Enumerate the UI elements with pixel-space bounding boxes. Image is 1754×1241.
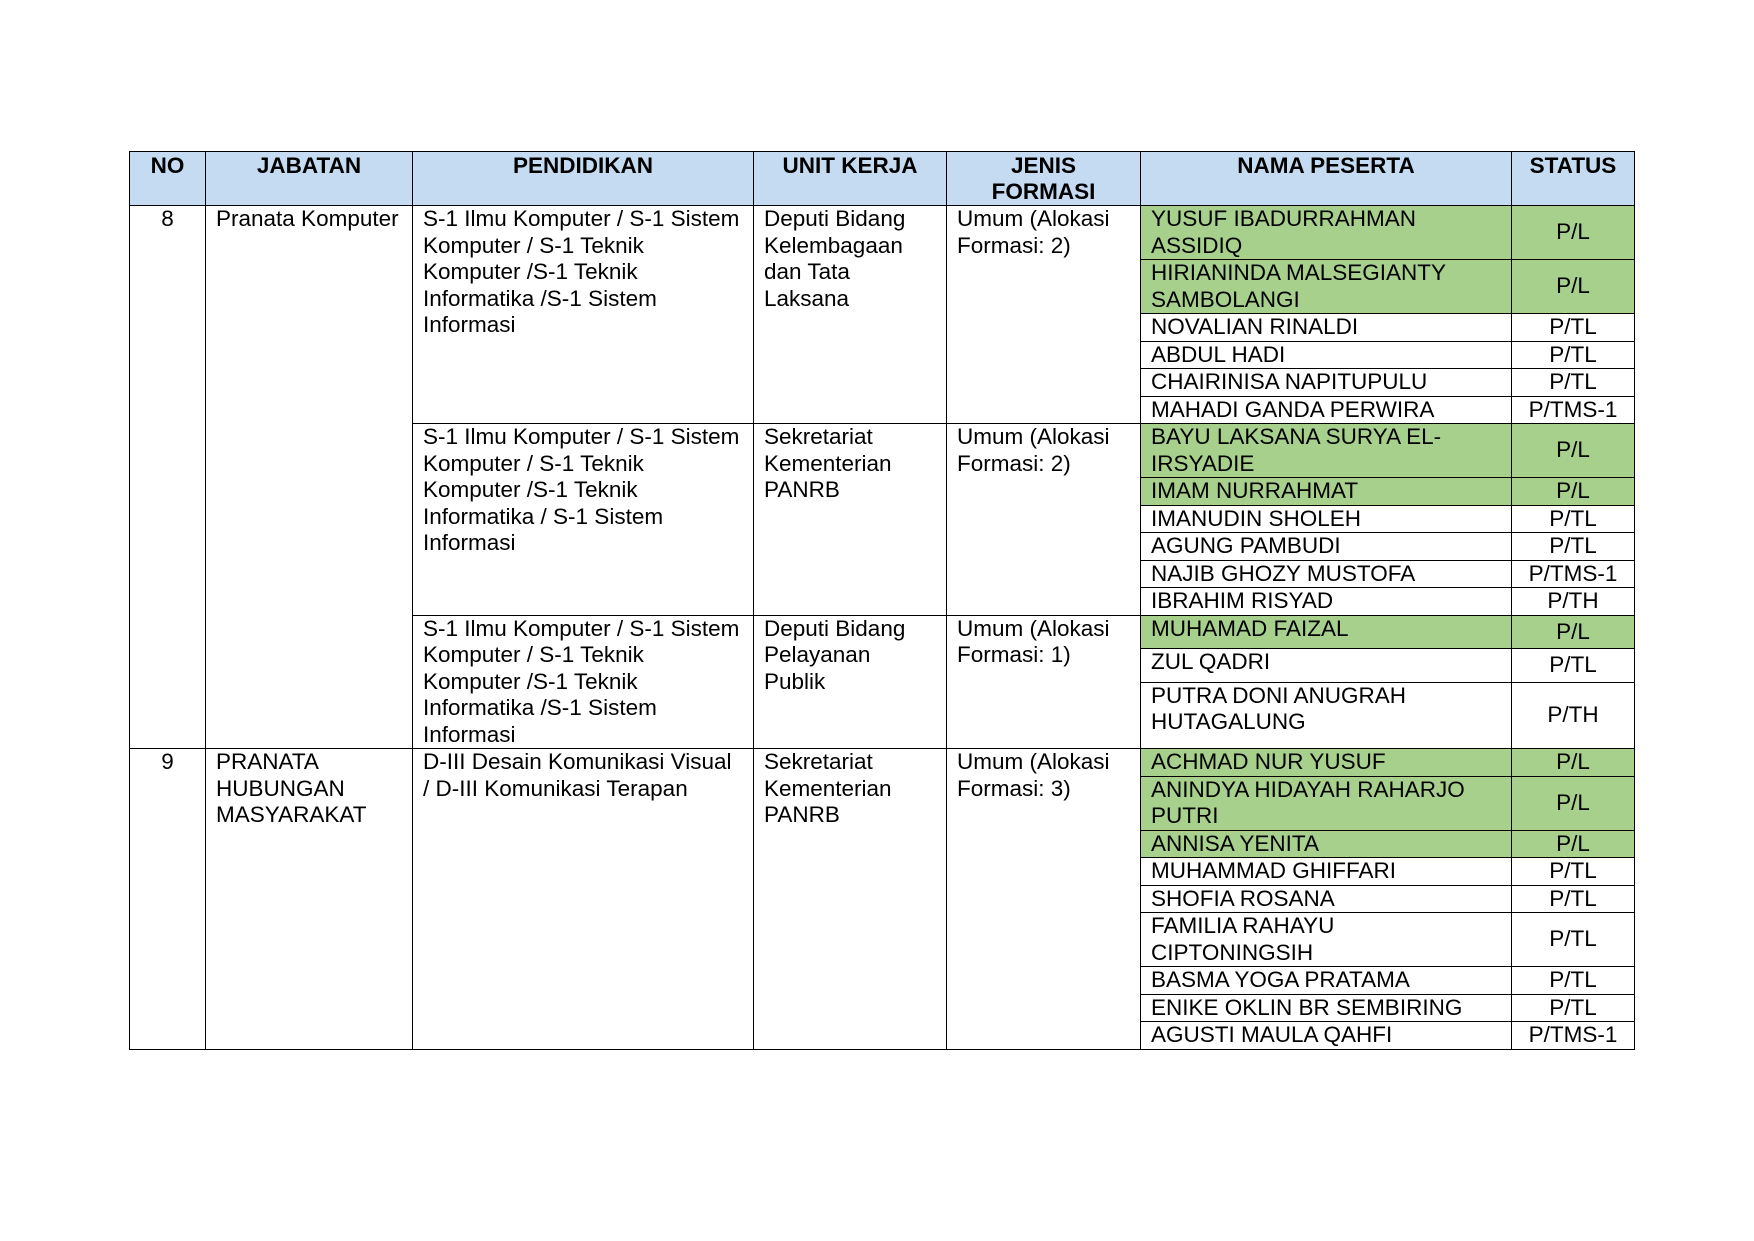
cell-nama-peserta: CHAIRINISA NAPITUPULU <box>1141 369 1512 397</box>
cell-status: P/L <box>1512 615 1635 649</box>
header-status: STATUS <box>1512 152 1635 206</box>
cell-status: P/TL <box>1512 533 1635 561</box>
header-no: NO <box>130 152 206 206</box>
cell-status: P/TL <box>1512 858 1635 886</box>
cell-status: P/L <box>1512 206 1635 260</box>
cell-nama-peserta: IMAM NURRAHMAT <box>1141 478 1512 506</box>
header-jabatan: JABATAN <box>206 152 413 206</box>
cell-pendidikan: S-1 Ilmu Komputer / S-1 Sistem Komputer / S-1 Teknik Komputer /S-1 Teknik Informatika /S-1 Sistem Informasi <box>413 615 754 749</box>
cell-status: P/L <box>1512 424 1635 478</box>
cell-unit-kerja: Sekretariat Kementerian PANRB <box>754 749 947 1050</box>
cell-pendidikan: D-III Desain Komunikasi Visual / D-III Komunikasi Terapan <box>413 749 754 1050</box>
table-row <box>130 749 1635 777</box>
cell-status: P/L <box>1512 749 1635 777</box>
cell-jenis-formasi: Umum (Alokasi Formasi: 3) <box>947 749 1141 1050</box>
cell-nama-peserta: PUTRA DONI ANUGRAH HUTAGALUNG <box>1141 682 1512 748</box>
cell-jenis-formasi: Umum (Alokasi Formasi: 1) <box>947 615 1141 749</box>
header-unit-kerja: UNIT KERJA <box>754 152 947 206</box>
cell-nama-peserta: ACHMAD NUR YUSUF <box>1141 749 1512 777</box>
cell-nama-peserta: ANNISA YENITA <box>1141 830 1512 858</box>
cell-status: P/TH <box>1512 588 1635 616</box>
cell-status: P/TL <box>1512 913 1635 967</box>
table-header <box>130 152 1635 206</box>
header-pendidikan: PENDIDIKAN <box>413 152 754 206</box>
cell-nama-peserta: MAHADI GANDA PERWIRA <box>1141 396 1512 424</box>
cell-nama-peserta: FAMILIA RAHAYU CIPTONINGSIH <box>1141 913 1512 967</box>
cell-status: P/TL <box>1512 341 1635 369</box>
header-row <box>130 152 1635 206</box>
cell-pendidikan: S-1 Ilmu Komputer / S-1 Sistem Komputer / S-1 Teknik Komputer /S-1 Teknik Informatika /S-1 Sistem Informasi <box>413 206 754 424</box>
cell-status: P/TMS-1 <box>1512 396 1635 424</box>
cell-no: 9 <box>130 749 206 1050</box>
cell-pendidikan: S-1 Ilmu Komputer / S-1 Sistem Komputer / S-1 Teknik Komputer /S-1 Teknik Informatika / S-1 Sistem Informasi <box>413 424 754 616</box>
table-body <box>130 206 1635 1050</box>
cell-jenis-formasi: Umum (Alokasi Formasi: 2) <box>947 206 1141 424</box>
cell-status: P/L <box>1512 260 1635 314</box>
cell-status: P/TL <box>1512 885 1635 913</box>
cell-status: P/TL <box>1512 967 1635 995</box>
cell-jabatan: PRANATA HUBUNGAN MASYARAKAT <box>206 749 413 1050</box>
cell-jenis-formasi: Umum (Alokasi Formasi: 2) <box>947 424 1141 616</box>
cell-nama-peserta: ENIKE OKLIN BR SEMBIRING <box>1141 994 1512 1022</box>
cell-status: P/TL <box>1512 649 1635 683</box>
cell-status: P/TL <box>1512 314 1635 342</box>
cell-status: P/TH <box>1512 682 1635 748</box>
cell-nama-peserta: ANINDYA HIDAYAH RAHARJO PUTRI <box>1141 776 1512 830</box>
cell-unit-kerja: Deputi Bidang Pelayanan Publik <box>754 615 947 749</box>
cell-nama-peserta: AGUNG PAMBUDI <box>1141 533 1512 561</box>
header-jenis-formasi: JENIS FORMASI <box>947 152 1141 206</box>
cell-unit-kerja: Sekretariat Kementerian PANRB <box>754 424 947 616</box>
cell-status: P/TL <box>1512 994 1635 1022</box>
peserta-table <box>129 151 1635 1050</box>
cell-status: P/TMS-1 <box>1512 560 1635 588</box>
cell-nama-peserta: BASMA YOGA PRATAMA <box>1141 967 1512 995</box>
cell-nama-peserta: HIRIANINDA MALSEGIANTY SAMBOLANGI <box>1141 260 1512 314</box>
cell-nama-peserta: IBRAHIM RISYAD <box>1141 588 1512 616</box>
cell-status: P/TL <box>1512 369 1635 397</box>
cell-nama-peserta: NAJIB GHOZY MUSTOFA <box>1141 560 1512 588</box>
cell-status: P/TMS-1 <box>1512 1022 1635 1050</box>
table-row <box>130 206 1635 260</box>
cell-status: P/L <box>1512 776 1635 830</box>
cell-nama-peserta: IMANUDIN SHOLEH <box>1141 505 1512 533</box>
cell-nama-peserta: BAYU LAKSANA SURYA EL-IRSYADIE <box>1141 424 1512 478</box>
cell-nama-peserta: AGUSTI MAULA QAHFI <box>1141 1022 1512 1050</box>
cell-jabatan: Pranata Komputer <box>206 206 413 749</box>
cell-no: 8 <box>130 206 206 749</box>
cell-status: P/L <box>1512 478 1635 506</box>
cell-nama-peserta: NOVALIAN RINALDI <box>1141 314 1512 342</box>
cell-status: P/TL <box>1512 505 1635 533</box>
cell-nama-peserta: SHOFIA ROSANA <box>1141 885 1512 913</box>
cell-nama-peserta: ABDUL HADI <box>1141 341 1512 369</box>
cell-nama-peserta: MUHAMAD FAIZAL <box>1141 615 1512 649</box>
header-nama-peserta: NAMA PESERTA <box>1141 152 1512 206</box>
cell-unit-kerja: Deputi Bidang Kelembagaan dan Tata Laksana <box>754 206 947 424</box>
cell-nama-peserta: YUSUF IBADURRAHMAN ASSIDIQ <box>1141 206 1512 260</box>
cell-status: P/L <box>1512 830 1635 858</box>
cell-nama-peserta: MUHAMMAD GHIFFARI <box>1141 858 1512 886</box>
cell-nama-peserta: ZUL QADRI <box>1141 649 1512 683</box>
